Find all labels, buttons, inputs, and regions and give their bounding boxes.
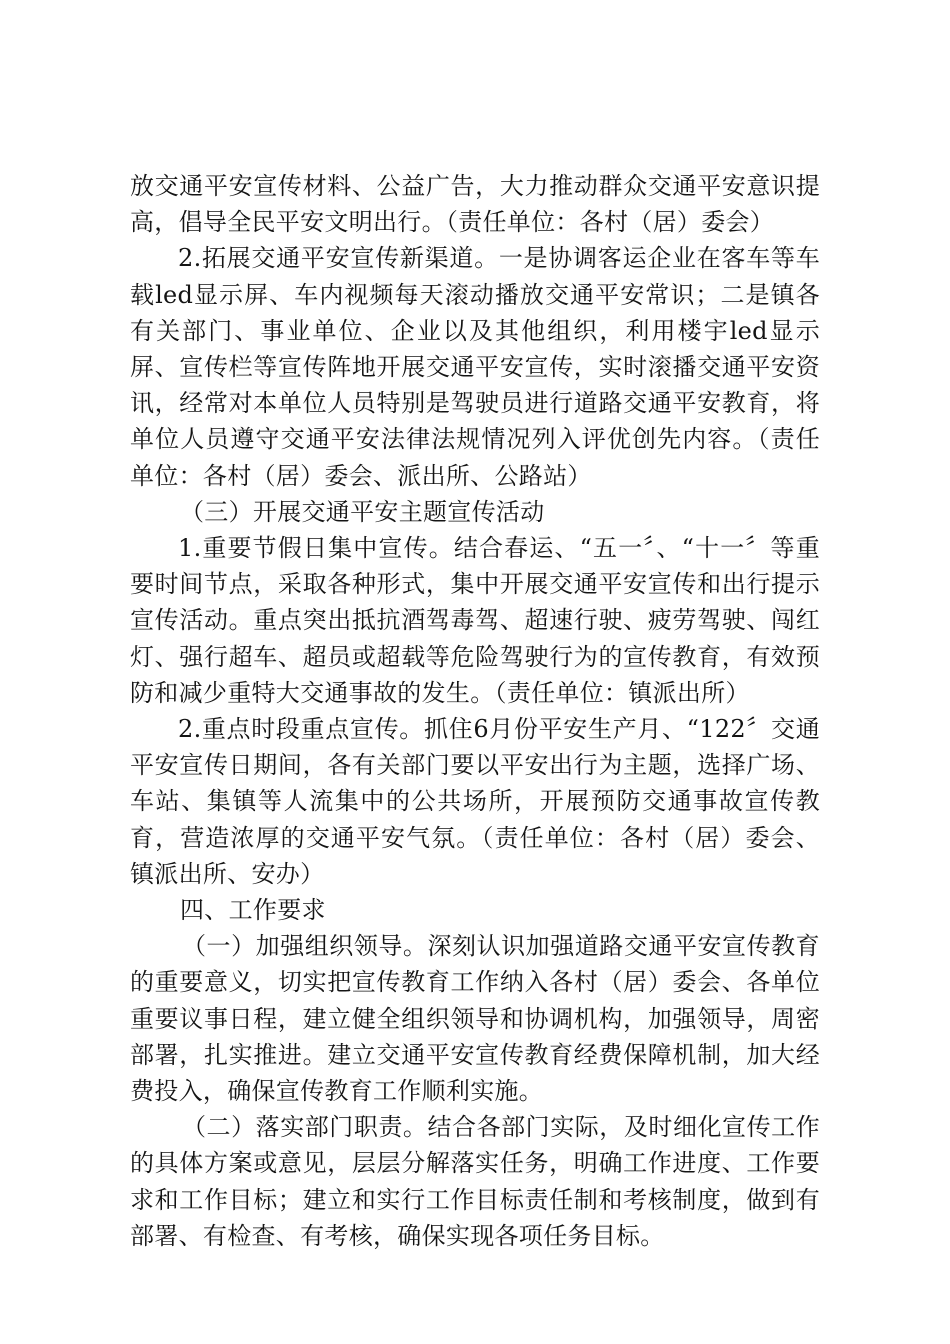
section-heading-theme-activities: （三）开展交通平安主题宣传活动 — [180, 497, 545, 526]
paragraph-key-period-publicity: 2.重点时段重点宣传。抓住6月份平安生产月、“122〞交通平安宣传日期间，各有关部门要以平安出行为主题，选择广场、车站、集镇等人流集中的公共场所，开展预防交通事故宣传教育，营造浓厚的交通平安气氛。（责任单位：各村（居）委会、镇派出所、安办） — [130, 715, 820, 888]
paragraph-continuation: 放交通平安宣传材料、公益广告，大力推动群众交通平安意识提高，倡导全民平安文明出行。（责任单位：各村（居）委会） — [130, 172, 820, 237]
section-heading-work-requirements: 四、工作要求 — [180, 896, 326, 925]
paragraph-organization-leadership: （一）加强组织领导。深刻认识加强道路交通平安宣传教育的重要意义，切实把宣传教育工作纳入各村（居）委会、各单位重要议事日程，建立健全组织领导和协调机构，加强领导，周密部署，扎实推进。建立交通平安宣传教育经费保障机制，加大经费投入，确保宣传教育工作顺利实施。 — [130, 932, 820, 1106]
paragraph-new-channels: 2.拓展交通平安宣传新渠道。一是协调客运企业在客车等车载led显示屏、车内视频每天滚动播放交通平安常识；二是镇各有关部门、事业单位、企业以及其他组织，利用楼宇led显示屏、宣传栏等宣传阵地开展交通平安宣传，实时滚播交通平安资讯，经常对本单位人员特别是驾驶员进行道路交通平安教育，将单位人员遵守交通平安法律法规情况列入评优创先内容。（责任单位：各村（居）委会、派出所、公路站） — [130, 244, 820, 490]
document-body — [130, 168, 820, 1254]
paragraph-department-duties: （二）落实部门职责。结合各部门实际，及时细化宣传工作的具体方案或意见，层层分解落实任务，明确工作进度、工作要求和工作目标；建立和实行工作目标责任制和考核制度，做到有部署、有检查、有考核，确保实现各项任务目标。 — [130, 1113, 820, 1250]
paragraph-holiday-publicity: 1.重要节假日集中宣传。结合春运、“五一〞、“十一〞等重要时间节点，采取各种形式，集中开展交通平安宣传和出行提示宣传活动。重点突出抵抗酒驾毒驾、超速行驶、疲劳驾驶、闯红灯、强行超车、超员或超载等危险驾驶行为的宣传教育，有效预防和减少重特大交通事故的发生。（责任单位：镇派出所） — [130, 534, 820, 707]
